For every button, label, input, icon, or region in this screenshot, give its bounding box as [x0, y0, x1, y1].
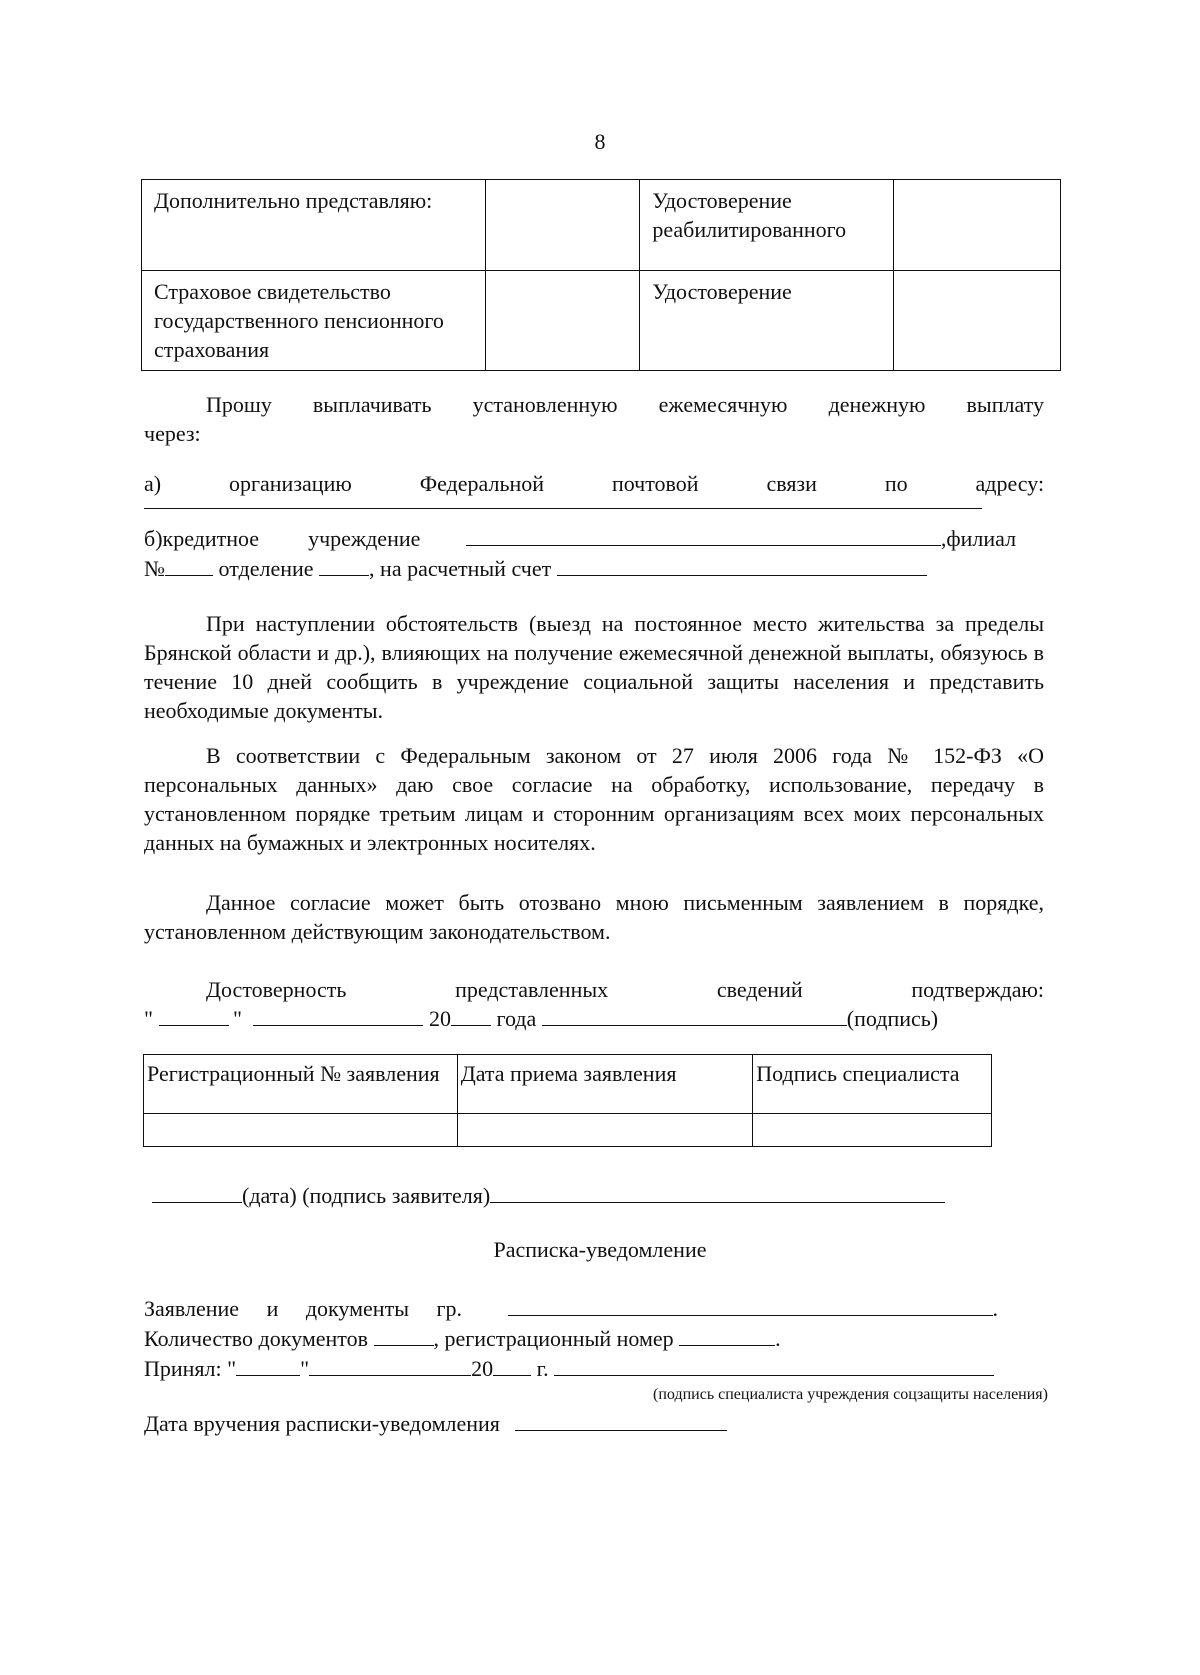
option-a-text: почтовой [611, 471, 699, 496]
receipt-text: " [300, 1356, 310, 1381]
registration-table-cell [753, 1114, 992, 1147]
receipt-text: 20 [471, 1356, 494, 1381]
documents-table-cell [485, 271, 640, 371]
receipt-text: документы [305, 1296, 409, 1321]
documents-table-cell [894, 271, 1061, 371]
applicant-signature-field [490, 1182, 945, 1203]
date-signature-caption: (дата) (подпись заявителя) [242, 1183, 491, 1208]
receipt-text: гр. [436, 1296, 463, 1321]
specialist-signature-line [554, 1355, 994, 1376]
receipt-text: . [775, 1326, 781, 1351]
registration-table-cell [457, 1114, 753, 1147]
documents-table [141, 179, 1061, 371]
year-word: года [496, 1006, 537, 1031]
option-a-text: организацию [229, 471, 352, 496]
receipt-text: Принял: " [144, 1356, 237, 1381]
option-a-label: а) [144, 471, 162, 496]
payment-option-a [144, 470, 1044, 499]
confirmation-date-line [144, 1005, 1044, 1034]
receipt-line-1 [144, 1295, 1064, 1324]
year-prefix: 20 [428, 1006, 451, 1031]
receipt-text: Заявление [144, 1296, 240, 1321]
branch-number-line [165, 555, 213, 576]
address-line [144, 508, 982, 509]
date-line [152, 1182, 242, 1203]
receipt-text: и [266, 1296, 279, 1321]
quote-mark: " [144, 1006, 153, 1031]
accepted-month-line [309, 1355, 471, 1376]
registration-table-header: Регистрационный № заявления [144, 1055, 458, 1114]
receipt-text: Количество документов [144, 1326, 368, 1351]
applicant-name-line [508, 1295, 993, 1316]
confirm-text: сведений [716, 977, 803, 1002]
documents-table-cell: Удостоверение реабилитированного [640, 180, 894, 271]
option-a-text: связи [766, 471, 817, 496]
receipt-text: Дата вручения расписки-уведомления [144, 1411, 500, 1436]
quote-mark: " [232, 1006, 242, 1031]
option-a-text: Федеральной [419, 471, 545, 496]
month-line [253, 1005, 423, 1026]
year-line [451, 1005, 491, 1026]
confirmation-line [144, 976, 1044, 1005]
applicant-signature-line [152, 1182, 1052, 1211]
department-line [319, 555, 369, 576]
receipt-text: , регистрационный номер [433, 1326, 674, 1351]
payment-intro: Прошу выплачивать установленную ежемесячную денежную выплату [206, 392, 1044, 417]
revoke-paragraph: Данное согласие может быть отозвано мною письменным заявлением в порядке, установленном действующим законодательством. [144, 890, 1044, 944]
document-count-line [374, 1325, 434, 1346]
confirm-text: Достоверность [206, 977, 347, 1002]
option-b-text: б)кредитное [144, 526, 260, 551]
payment-intro-cont: через: [144, 420, 201, 446]
registration-table-cell [144, 1114, 458, 1147]
documents-table-cell: Дополнительно представляю: [142, 180, 486, 271]
registration-table [143, 1054, 992, 1147]
account-label: , на расчетный счет [369, 556, 552, 581]
bank-field-line [466, 525, 941, 546]
specialist-signature-caption: (подпись специалиста учреждения соцзащиты населения) [653, 1386, 1048, 1403]
receipt-line-2 [144, 1325, 1064, 1354]
registration-table-header: Подпись специалиста [753, 1055, 992, 1114]
option-a-text: по [884, 471, 908, 496]
accepted-year-line [493, 1355, 531, 1376]
option-b-text: ,филиал [940, 526, 1017, 551]
receipt-line-5 [144, 1410, 1064, 1439]
documents-table-cell [894, 180, 1061, 271]
department-label: отделение [218, 556, 314, 581]
receipt-text: . [992, 1296, 999, 1321]
circumstances-paragraph: При наступлении обстоятельств (выезд на постоянное место жительства за пределы Брянской области и др.), влияющих на получение ежемесячной денежной выплаты, обязуюсь в течение 10 дней сообщить в учреждение социальной защиты населения и представить необходимые документы. [144, 611, 1044, 723]
signature-caption: (подпись) [846, 1006, 939, 1031]
receipt-line-3 [144, 1355, 1064, 1384]
page-number: 8 [594, 129, 606, 154]
option-b-text: учреждение [308, 526, 421, 551]
signature-line [542, 1005, 847, 1026]
documents-table-cell [485, 180, 640, 271]
confirm-text: представленных [455, 977, 609, 1002]
day-line [159, 1005, 229, 1026]
registration-table-header: Дата приема заявления [457, 1055, 753, 1114]
documents-table-cell: Удостоверение [640, 271, 894, 371]
branch-number-label: № [144, 556, 165, 581]
receipt-title: Расписка-уведомление [493, 1237, 707, 1262]
accepted-day-line [236, 1355, 300, 1376]
payment-option-b-details [144, 555, 1044, 584]
option-a-text: адресу: [975, 471, 1045, 496]
payment-section [144, 391, 1044, 448]
payment-option-b [144, 525, 1044, 554]
delivery-date-line [515, 1410, 727, 1431]
account-line [557, 555, 927, 576]
confirm-text: подтверждаю: [911, 977, 1045, 1002]
consent-paragraph: В соответствии с Федеральным законом от 27 июля 2006 года № 152-ФЗ «О персональных данных» даю свое согласие на обработку, использование, передачу в установленном порядке третьим лицам и сторонним организациям всех моих персональных данных на бумажных и электронных носителях. [144, 743, 1044, 855]
documents-table-cell: Страховое свидетельство государственного пенсионного страхования [142, 271, 486, 371]
registration-number-line [679, 1325, 775, 1346]
receipt-text: г. [536, 1356, 549, 1381]
